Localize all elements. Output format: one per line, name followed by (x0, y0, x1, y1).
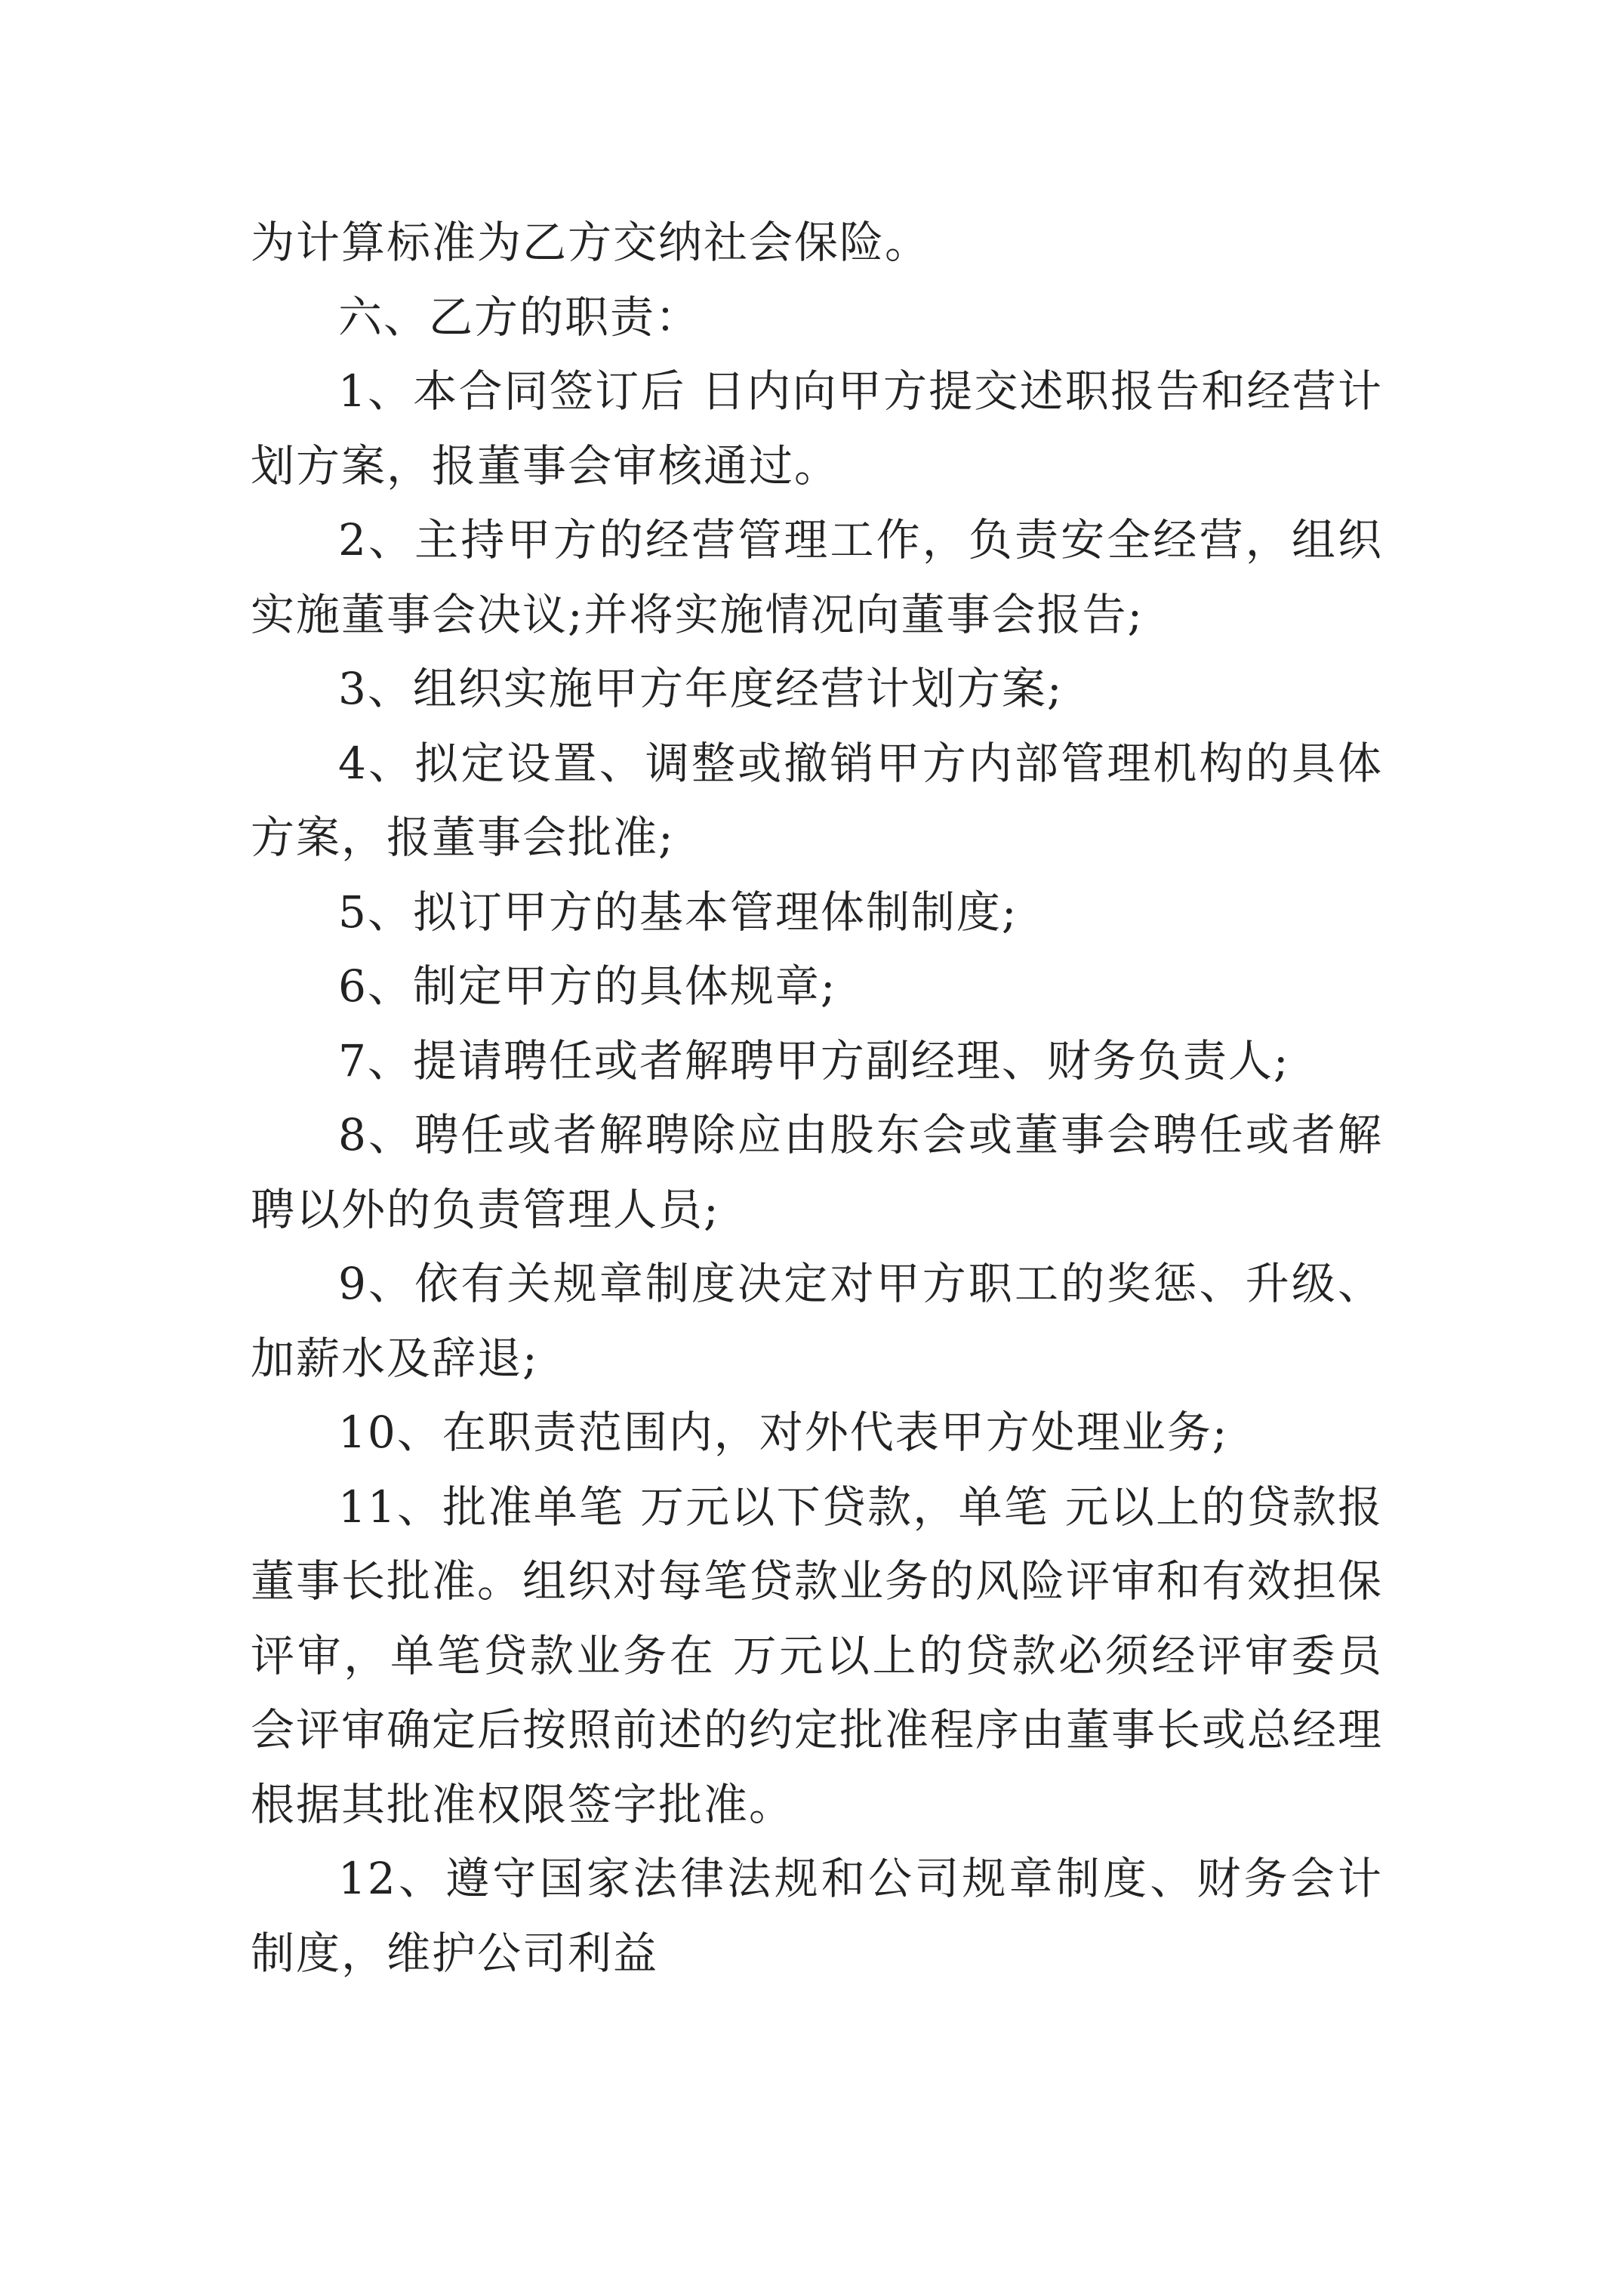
duty-item-5: 5、拟订甲方的基本管理体制制度; (338, 886, 1018, 938)
duty-item-12: 12、遵守国家法律法规和公司规章制度、财务会计制度，维护公司利益 (251, 1853, 1383, 1979)
paragraph-social-insurance: 为计算标准为乙方交纳社会保险。 (251, 217, 931, 268)
duty-item-7: 7、提请聘任或者解聘甲方副经理、财务负责人; (338, 1034, 1290, 1086)
duty-item-8: 8、聘任或者解聘除应由股东会或董事会聘任或者解聘以外的负责管理人员; (251, 1109, 1383, 1235)
duty-item-10: 10、在职责范围内，对外代表甲方处理业务; (338, 1407, 1229, 1458)
duty-item-11: 11、批准单笔 万元以下贷款，单笔 元以上的贷款报董事长批准。组织对每笔贷款业务的风险评审和有效担保评审，单笔贷款业务在 万元以上的贷款必须经评审委员会评审确定后按照前述的约定批准程序由董事长或总经理根据其批准权限签字批准。 (251, 1481, 1384, 1830)
duty-item-9: 9、依有关规章制度决定对甲方职工的奖惩、升级、加薪水及辞退; (251, 1258, 1383, 1384)
section-heading-party-b-duties: 六、乙方的职责： (338, 291, 701, 343)
duty-item-3: 3、组织实施甲方年度经营计划方案; (338, 663, 1064, 714)
duty-item-4: 4、拟定设置、调整或撤销甲方内部管理机构的具体方案，报董事会批准; (251, 737, 1383, 863)
duty-item-2: 2、主持甲方的经营管理工作，负责安全经营，组织实施董事会决议;并将实施情况向董事会报告; (251, 514, 1383, 640)
duty-item-6: 6、制定甲方的具体规章; (338, 960, 837, 1012)
document-body (251, 205, 1383, 1990)
duty-item-1: 1、本合同签订后 日内向甲方提交述职报告和经营计划方案，报董事会审核通过。 (251, 365, 1383, 492)
